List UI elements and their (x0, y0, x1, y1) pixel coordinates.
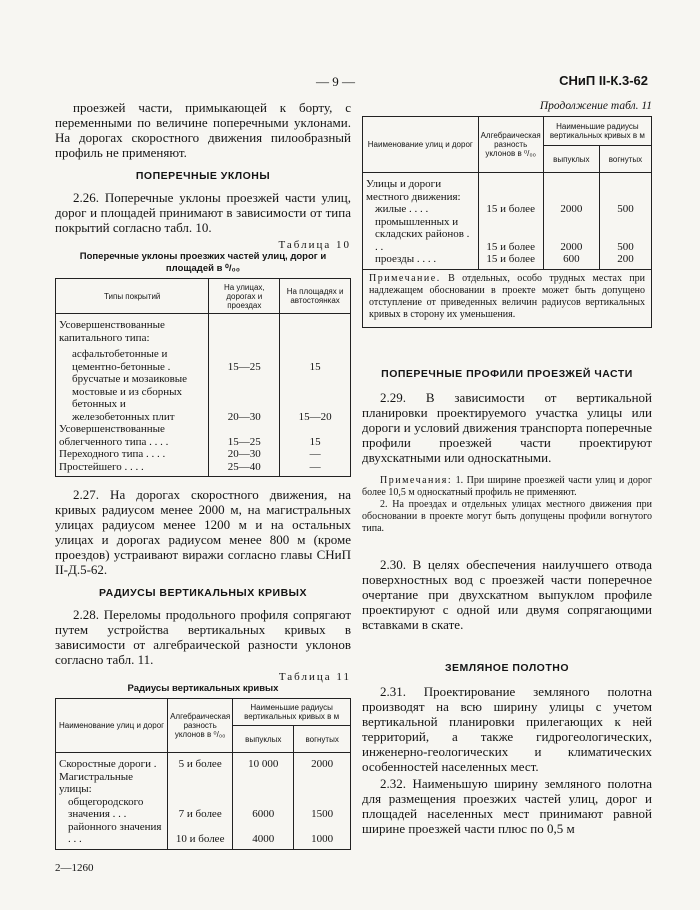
table-11c-header-convex: выпуклых (543, 146, 599, 173)
table-cell: 10 и более (168, 821, 233, 850)
table-11c-header-difference: Алгебраическая разность уклонов в ⁰/₀₀ (478, 117, 543, 173)
table-cell: Магистральные улицы: (56, 771, 168, 796)
table-row (56, 423, 351, 448)
table-row (56, 771, 351, 796)
notes-block (362, 475, 652, 499)
table-cell: 20—30 (209, 373, 280, 423)
table-cell (599, 173, 651, 204)
table-cell: Скоростные дороги . (56, 753, 168, 771)
table-row (56, 344, 351, 373)
table-row (363, 216, 652, 254)
table-cell: 1000 (294, 821, 351, 850)
table-row (363, 173, 652, 204)
table-11c-header-concave: вогнутых (599, 146, 651, 173)
right-column (362, 100, 652, 836)
table-cell: 15—20 (280, 373, 351, 423)
table-row (56, 461, 351, 477)
section-title-vertical-curves: РАДИУСЫ ВЕРТИКАЛЬНЫХ КРИВЫХ (99, 587, 307, 599)
section-title-cross-profiles: ПОПЕРЕЧНЫЕ ПРОФИЛИ ПРОЕЗЖЕЙ ЧАСТИ (381, 367, 633, 380)
table-cell: 1500 (294, 796, 351, 821)
paragraph-2-31: 2.31. Проектирование земляного полотна производят на всю ширину улицы с учетом вертикальной планировки прилегающих к ней территорий, а также гидрогеологических, инженерно-геологических и климатических особенностей населенных мест. (362, 683, 652, 774)
table-cell: 15 и более (478, 203, 543, 216)
table-cell: 15—25 (209, 344, 280, 373)
table-cell: 15 (280, 423, 351, 448)
table-cell: брусчатые и мозаиковые мостовые и из сборных бетонных и железобетонных плит (56, 373, 209, 423)
table-row (56, 448, 351, 461)
paragraph-2-30: 2.30. В целях обеспечения наилучшего отвода поверхностных вод с проезжей части поперечное очертание при двухскатном выпуклом профиле проектируют с одной или двумя сопрягающими вставками в скате. (362, 556, 652, 632)
table-cell: Улицы и дороги местного движения: (363, 173, 479, 204)
table-11-label: Таблица 11 (278, 671, 351, 683)
table-cell: Усовершенствованные облегченного типа . . . . (56, 423, 209, 448)
table-cell: 4000 (233, 821, 294, 850)
table-11 (55, 698, 351, 850)
table-row (56, 753, 351, 771)
table-cell: промышленных и складских районов . . . (363, 216, 479, 254)
table-cell: жилые . . . . (363, 203, 479, 216)
paragraph-2-26: 2.26. Поперечные уклоны проезжей части улиц, дорог и площадей принимают в зависимости от типа покрытий согласно табл. 10. (55, 190, 351, 235)
table-cell (168, 771, 233, 796)
note-text: В отдельных, особо трудных местах при надлежащем обосновании в проекте может быть допущено отступление от приведенных величин радиусов вертикальных кривых в сторону их уменьшения. (369, 272, 645, 320)
table-11-continued-label: Продолжение табл. 11 (539, 100, 652, 112)
page-number: — 9 — (316, 74, 355, 89)
note-1: 1. При ширине проезжей части улиц и дорог более 10,5 м односкатный профиль не применяют. (362, 474, 653, 498)
table-11-header-difference: Алгебраическая разность уклонов в ⁰/₀₀ (168, 699, 233, 753)
print-signature: 2—1260 (55, 862, 94, 874)
intro-paragraph: проезжей части, примыкающей к борту, с переменными по величине поперечными уклонами. На дорогах скоростного движения пилообразный профиль не применяют. (55, 100, 351, 160)
table-10 (55, 278, 351, 477)
table-cell (543, 173, 599, 204)
table-10-title: Поперечные уклоны проезжих частей улиц, дорог и площадей в ⁰/₀₀ (79, 251, 327, 274)
table-row (363, 253, 652, 269)
table-row (56, 314, 351, 345)
table-cell: проезды . . . . (363, 253, 479, 269)
paragraph-2-32: 2.32. Наименьшую ширину земляного полотна для размещения проезжих частей улиц, дорог и площадей населенных мест принимают равной ширине проезжей части плюс по 0,5 м (362, 775, 652, 836)
table-cell: районного значения . . . (56, 821, 168, 850)
table-cell: — (280, 461, 351, 477)
table-cell: 15 и более (478, 216, 543, 254)
table-cell (280, 314, 351, 345)
table-cell (233, 771, 294, 796)
table-cell (478, 173, 543, 204)
table-11c-header-radii: Наименьшие радиусы вертикальных кривых в м (543, 117, 651, 146)
table-row (56, 373, 351, 423)
document-code: СНиП II-К.3-62 (559, 73, 648, 88)
table-cell: 25—40 (209, 461, 280, 477)
table-row (56, 821, 351, 850)
table-cell: 5 и более (168, 753, 233, 771)
table-cell: — (280, 448, 351, 461)
table-cell: 500 (599, 216, 651, 254)
notes-heading: Примечания: (380, 474, 453, 486)
table-11-header-radii: Наименьшие радиусы вертикальных кривых в м (233, 699, 351, 726)
table-cell: Простейшего . . . . (56, 461, 209, 477)
table-cell: 15 и более (478, 253, 543, 269)
table-cell: 2000 (294, 753, 351, 771)
table-cell: 500 (599, 203, 651, 216)
left-column (55, 100, 351, 850)
table-cell (294, 771, 351, 796)
table-11-header-name: Наименование улиц и дорог (56, 699, 168, 753)
table-10-header-streets: На улицах, дорогах и проездах (209, 279, 280, 314)
paragraph-2-29: 2.29. В зависимости от вертикальной планировки проектируемого участка улицы или дороги и условий движения транспорта поперечные профили проезжей части проектируют двухскатными или односкатными. (362, 389, 652, 465)
table-cell: 7 и более (168, 796, 233, 821)
table-10-label: Таблица 10 (278, 239, 351, 251)
table-11-header-concave: вогнутых (294, 726, 351, 753)
table-cell: 600 (543, 253, 599, 269)
table-row (56, 796, 351, 821)
table-cell: 15 (280, 344, 351, 373)
table-cell: общегородского значения . . . (56, 796, 168, 821)
table-cell: 200 (599, 253, 651, 269)
table-11-title: Радиусы вертикальных кривых (127, 683, 279, 694)
table-cell: 15—25 (209, 423, 280, 448)
table-cell: Усовершенствованные капитального типа: (56, 314, 209, 345)
table-cell: 2000 (543, 216, 599, 254)
table-cell: 10 000 (233, 753, 294, 771)
note-2: 2. На проездах и отдельных улицах местного движения при обосновании в проекте могут быть допущены профили вогнутого типа. (362, 498, 652, 534)
paragraph-2-27: 2.27. На дорогах скоростного движения, на кривых радиусом менее 2000 м, на магистральных улицах радиусом менее 1200 м и на остальных улицах и дорогах радиусом менее 800 м (кроме проездов) устраивают виражи согласно главы СНиП II-Д.5-62. (55, 487, 351, 577)
table-11-header-convex: выпуклых (233, 726, 294, 753)
table-11-note (362, 269, 652, 328)
note-heading: Примечание. (369, 272, 441, 284)
section-title-subgrade: ЗЕМЛЯНОЕ ПОЛОТНО (444, 661, 570, 674)
table-11c-header-name: Наименование улиц и дорог (363, 117, 479, 173)
table-cell: 20—30 (209, 448, 280, 461)
table-cell (209, 314, 280, 345)
table-cell: 2000 (543, 203, 599, 216)
paragraph-2-28: 2.28. Переломы продольного профиля сопрягают путем устройства вертикальных кривых в зависимости от алгебраической разности уклонов согласно табл. 11. (55, 607, 351, 667)
table-cell: 6000 (233, 796, 294, 821)
table-11-continued (362, 116, 652, 269)
table-10-header-type: Типы покрытий (56, 279, 209, 314)
table-row (363, 203, 652, 216)
table-cell: асфальтобетонные и цементно-бетонные . (56, 344, 209, 373)
section-title-cross-slopes: ПОПЕРЕЧНЫЕ УКЛОНЫ (135, 170, 271, 182)
table-10-header-squares: На площадях и автостоянках (280, 279, 351, 314)
table-cell: Переходного типа . . . . (56, 448, 209, 461)
